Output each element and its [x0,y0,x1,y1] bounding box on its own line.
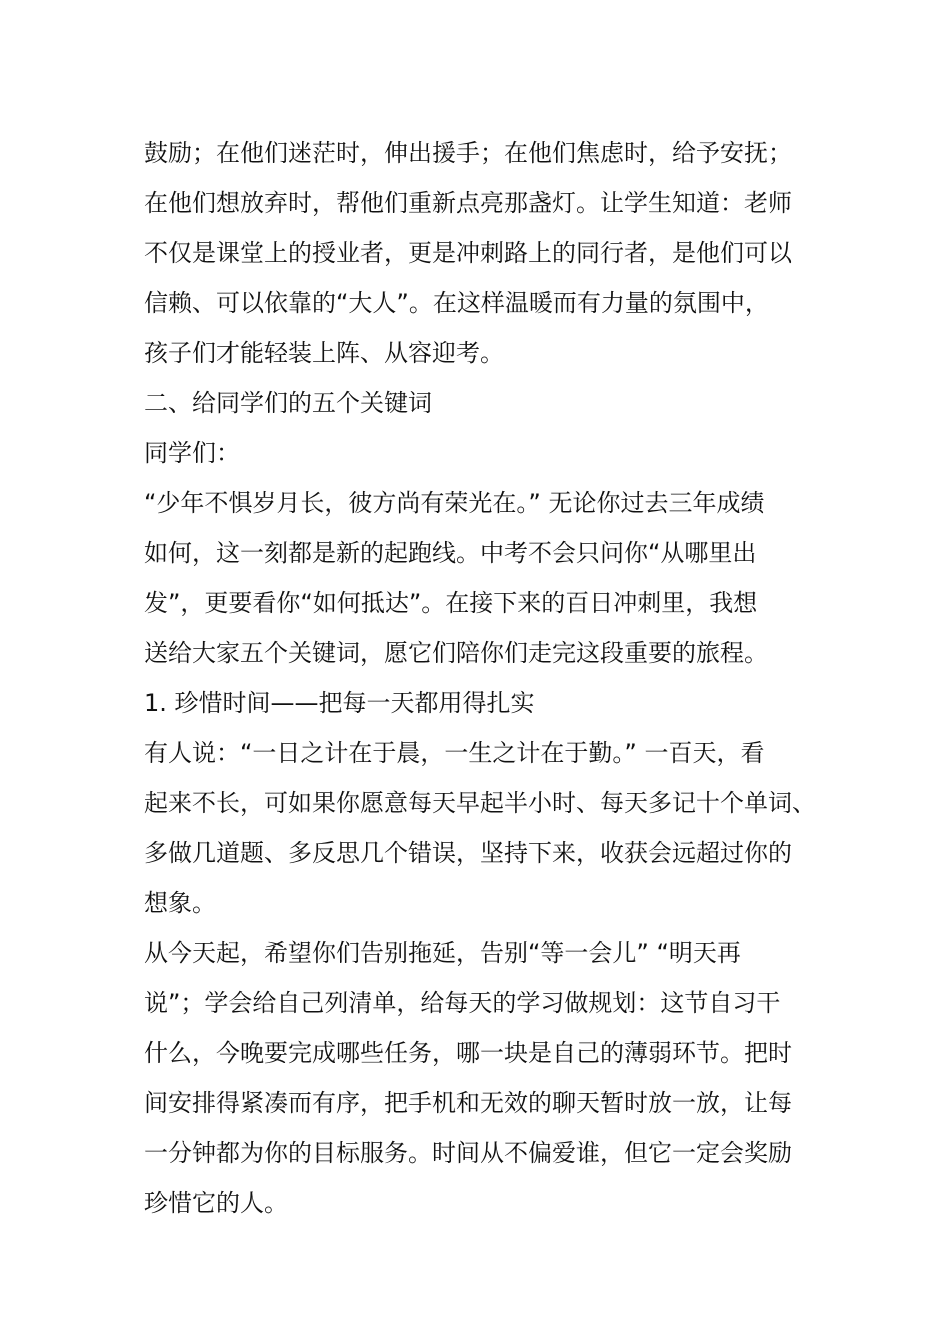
text-line: 多做几道题、多反思几个错误，坚持下来，收获会远超过你的 [144,839,792,867]
text-line: 有人说：“一日之计在于晨，一生之计在于勤。” 一百天，看 [144,739,765,767]
text-line: 信赖、可以依靠的“大人”。在这样温暖而有力量的氛围中， [144,289,769,317]
text-line: 间安排得紧凑而有序，把手机和无效的聊天暂时放一放，让每 [144,1089,792,1117]
text-line: 想象。 [144,889,216,917]
text-line: 说”；学会给自己列清单，给每天的学习做规划：这节自习干 [144,989,781,1017]
text-line: 从今天起，希望你们告别拖延，告别“等一会儿” “明天再 [144,939,741,967]
text-line: 发”，更要看你“如何抵达”。在接下来的百日冲刺里，我想 [144,589,758,617]
salutation: 同学们： [144,439,240,467]
document-body [144,128,824,1228]
text-line: 孩子们才能轻装上阵、从容迎考。 [144,339,504,367]
text-line: 送给大家五个关键词，愿它们陪你们走完这段重要的旅程。 [144,639,768,667]
text-line: 如何，这一刻都是新的起跑线。中考不会只问你“从哪里出 [144,539,757,567]
subsection-heading: 1. 珍惜时间——把每一天都用得扎实 [144,689,535,717]
text-line: 起来不长，可如果你愿意每天早起半小时、每天多记十个单词、 [144,789,816,817]
text-line: “少年不惧岁月长，彼方尚有荣光在。” 无论你过去三年成绩 [144,489,765,517]
text-line: 不仅是课堂上的授业者，更是冲刺路上的同行者，是他们可以 [144,239,792,267]
text-line: 珍惜它的人。 [144,1189,288,1217]
text-line: 鼓励；在他们迷茫时，伸出援手；在他们焦虑时，给予安抚； [144,139,792,167]
text-line: 什么，今晚要完成哪些任务，哪一块是自己的薄弱环节。把时 [144,1039,792,1067]
text-line: 在他们想放弃时，帮他们重新点亮那盏灯。让学生知道：老师 [144,189,792,217]
section-heading: 二、给同学们的五个关键词 [144,389,432,417]
text-line: 一分钟都为你的目标服务。时间从不偏爱谁，但它一定会奖励 [144,1139,792,1167]
